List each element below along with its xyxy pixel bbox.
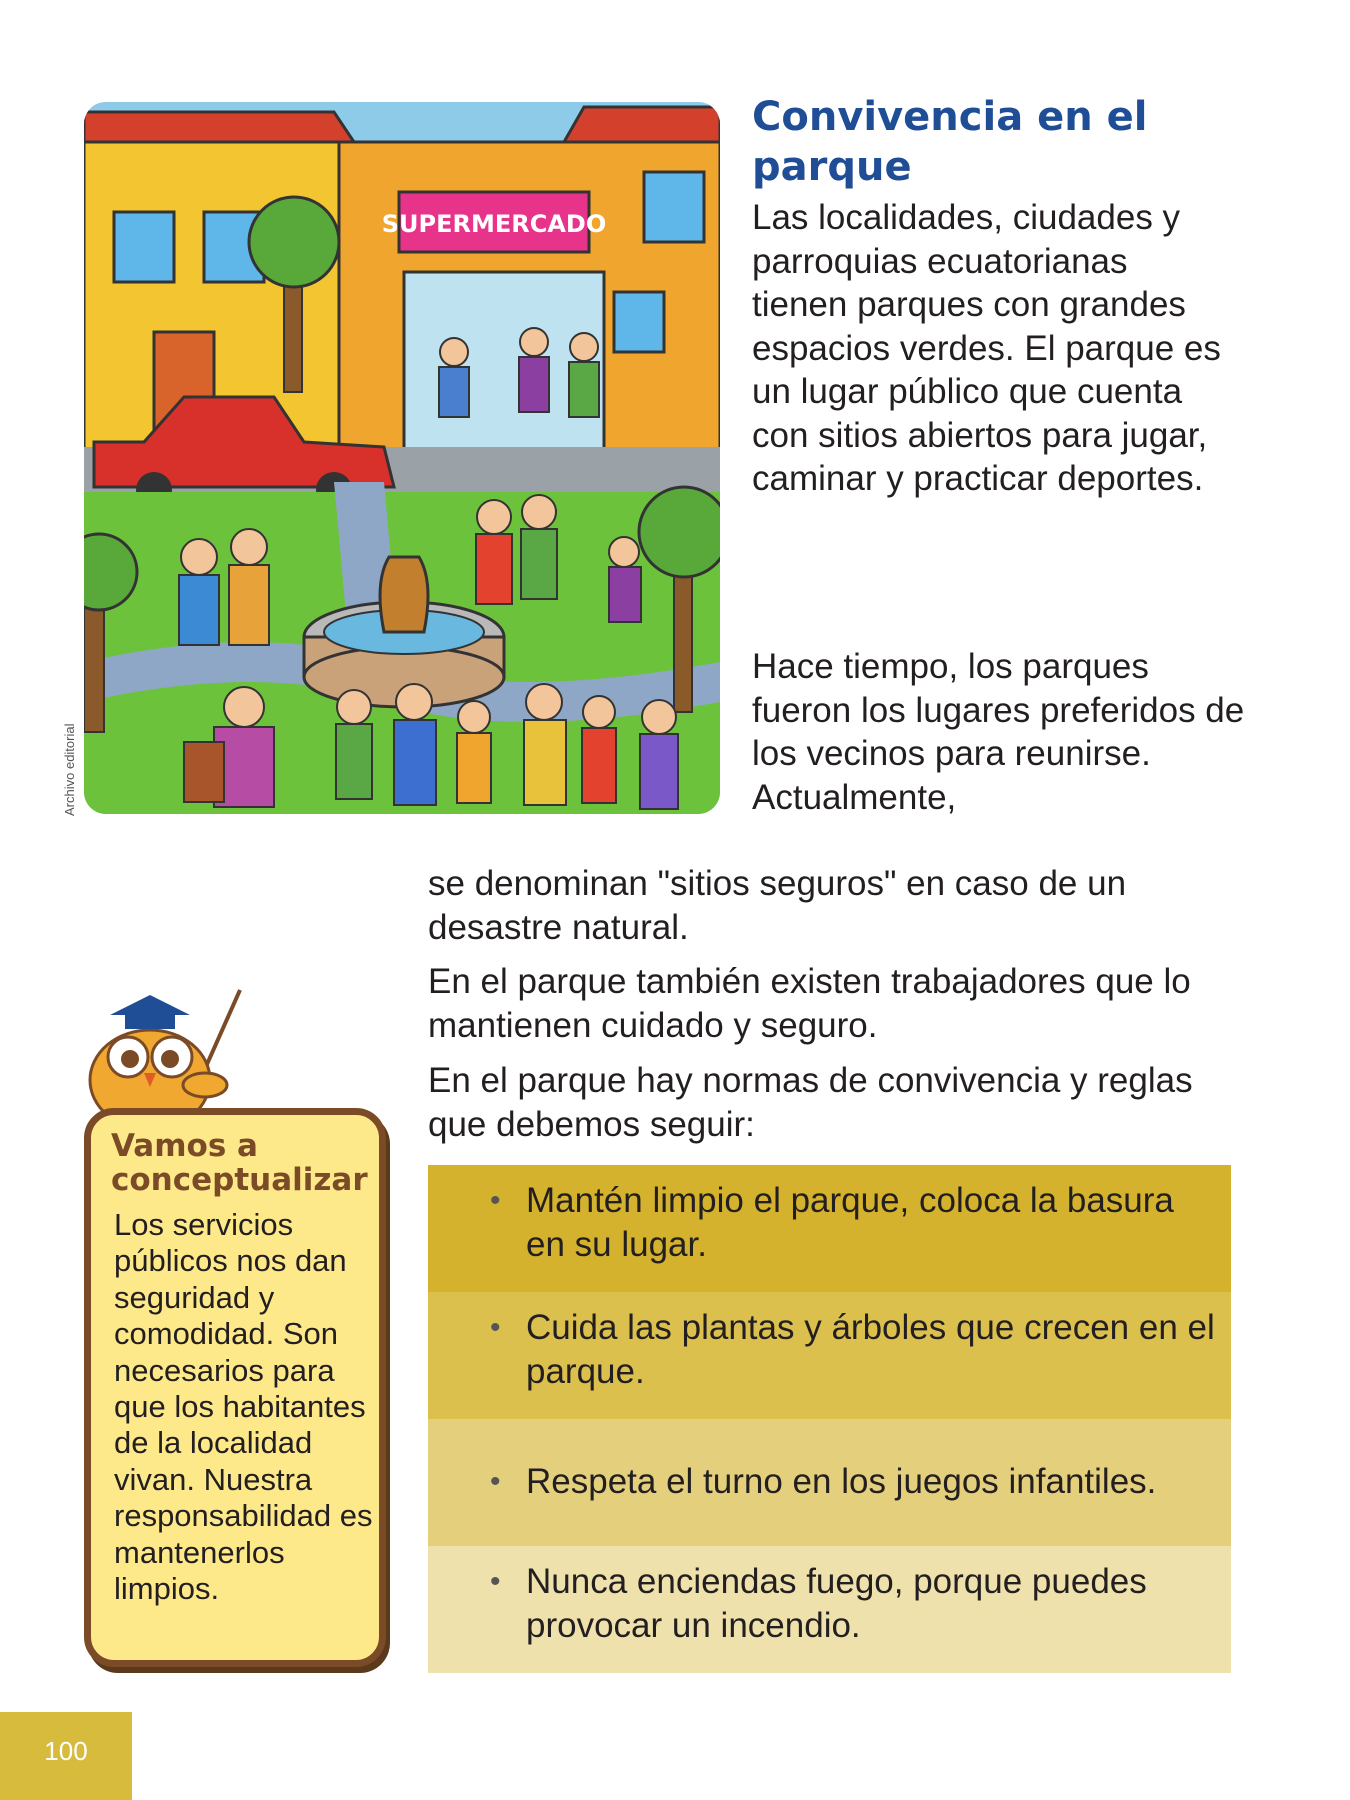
paragraph-workers: En el parque también existen trabajadores que lo mantienen cuidado y seguro.: [428, 962, 1191, 1045]
callout-title: Vamos a conceptualizar: [111, 1128, 368, 1198]
paragraph-intro: Las localidades, ciudades y parroquias ecuatorianas tienen parques con grandes espacios verdes. El parque es un lugar público que cuenta con sitios abiertos para jugar, caminar y practicar deportes.: [752, 198, 1221, 498]
park-illustration: [84, 102, 720, 814]
callout-text: Los servicios públicos nos dan seguridad y comodidad. Son necesarios para que los habitantes de la localidad vivan. Nuestra responsabilidad es mantenerlos limpios.: [114, 1207, 373, 1607]
rule-item: [428, 1546, 1231, 1673]
rule-text: Respeta el turno en los juegos infantiles.: [526, 1462, 1157, 1501]
bullet-icon: •: [490, 1184, 501, 1217]
concept-callout: [84, 1108, 386, 1667]
paragraph-rules-intro: En el parque hay normas de convivencia y reglas que debemos seguir:: [428, 1061, 1193, 1144]
bullet-icon: •: [490, 1465, 501, 1498]
rules-list: [428, 1165, 1231, 1673]
page-number-bar: [0, 1712, 132, 1800]
rule-item: [428, 1165, 1231, 1292]
rule-text: Mantén limpio el parque, coloca la basura en su lugar.: [526, 1181, 1174, 1264]
rule-item: [428, 1292, 1231, 1419]
owl-mascot-icon: [80, 985, 250, 1125]
paragraph-history: Hace tiempo, los parques fueron los lugares preferidos de los vecinos para reunirse. Actualmente,: [752, 647, 1245, 817]
supermarket-sign: SUPERMERCADO: [381, 210, 607, 238]
image-credit: Archivo editorial: [62, 723, 77, 816]
rule-text: Cuida las plantas y árboles que crecen en el parque.: [526, 1308, 1215, 1391]
bullet-icon: •: [490, 1311, 501, 1344]
rule-item: [428, 1419, 1231, 1546]
section-title: Convivencia en el parque: [752, 94, 1148, 190]
paragraph-history-continued: se denominan "sitios seguros" en caso de un desastre natural.: [428, 864, 1127, 947]
page-number: 100: [44, 1736, 88, 1766]
bullet-icon: •: [490, 1565, 501, 1598]
rule-text: Nunca enciendas fuego, porque puedes provocar un incendio.: [526, 1562, 1147, 1645]
